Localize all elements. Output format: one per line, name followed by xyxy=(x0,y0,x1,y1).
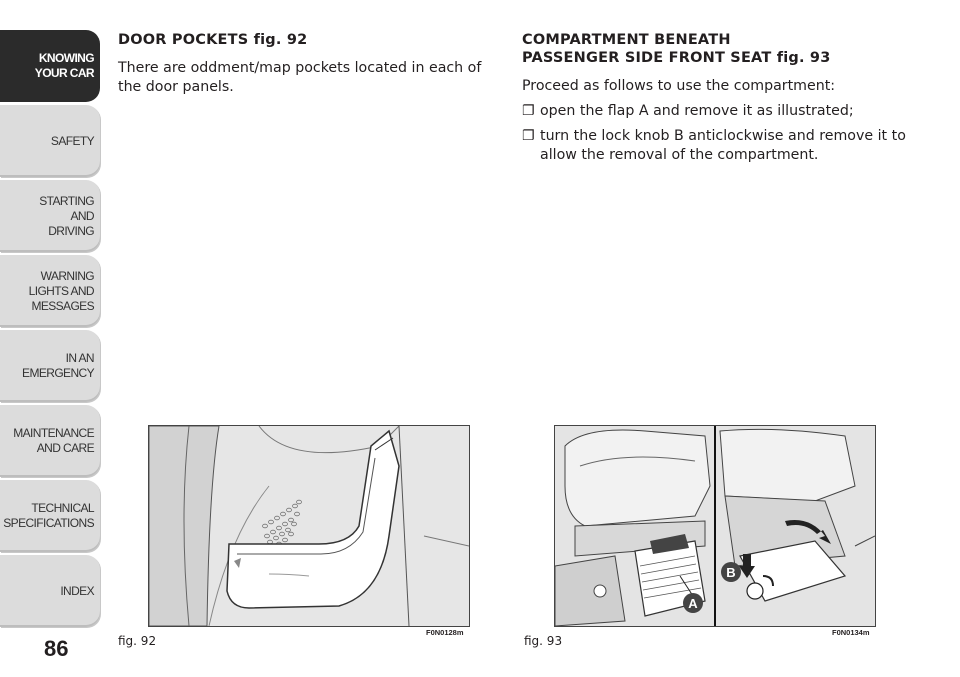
checkbox-bullet-icon: ❐ xyxy=(522,103,535,119)
figure-caption: fig. 93 xyxy=(524,634,563,648)
compartment-section xyxy=(522,31,912,165)
section-heading-line1: COMPARTMENT BENEATH xyxy=(522,32,731,48)
callout-a-icon xyxy=(683,593,703,613)
door-pocket-illustration xyxy=(149,426,469,626)
tab-label: TECHNICAL SPECIFICATIONS xyxy=(3,501,94,530)
tab-index[interactable] xyxy=(0,555,100,627)
figure-code: F0N0128m xyxy=(426,628,464,637)
callout-b-icon xyxy=(721,562,741,582)
tab-label: STARTING AND DRIVING xyxy=(39,193,94,238)
tab-maintenance[interactable] xyxy=(0,405,100,477)
figure-caption: fig. 92 xyxy=(118,634,157,648)
list-item xyxy=(522,127,912,165)
section-heading-line2: PASSENGER SIDE FRONT SEAT fig. 93 xyxy=(522,50,831,66)
seat-compartment-illustration xyxy=(555,426,875,626)
list-item-text: open the flap A and remove it as illustrated; xyxy=(540,103,854,119)
checkbox-bullet-icon: ❐ xyxy=(522,128,535,144)
door-pockets-section xyxy=(118,31,498,97)
tab-label: WARNING LIGHTS AND MESSAGES xyxy=(28,268,94,313)
list-item-text: turn the lock knob B anticlockwise and remove it to allow the removal of the compartment. xyxy=(540,128,906,163)
tab-label: KNOWING YOUR CAR xyxy=(34,51,94,80)
figure-code: F0N0134m xyxy=(832,628,870,637)
section-intro: Proceed as follows to use the compartment: xyxy=(522,78,836,94)
figure-93-seat-compartment xyxy=(554,425,876,627)
tab-label: IN AN EMERGENCY xyxy=(22,351,94,380)
section-heading: DOOR POCKETS fig. 92 xyxy=(118,32,308,48)
figure-92-door-pocket xyxy=(148,425,470,627)
tab-in-an-emergency[interactable] xyxy=(0,330,100,402)
tab-label: MAINTENANCE AND CARE xyxy=(13,426,94,455)
tab-knowing-your-car[interactable] xyxy=(0,30,100,102)
tab-warning-lights[interactable] xyxy=(0,255,100,327)
callout-b-label: B xyxy=(726,565,736,580)
section-body: There are oddment/map pockets located in each of the door panels. xyxy=(118,60,482,95)
page-number: 86 xyxy=(44,636,69,661)
list-item xyxy=(522,102,912,121)
tab-label: SAFETY xyxy=(50,133,94,148)
callout-a-label: A xyxy=(688,596,698,611)
tab-safety[interactable] xyxy=(0,105,100,177)
tab-technical-specifications[interactable] xyxy=(0,480,100,552)
tab-label: INDEX xyxy=(60,583,94,598)
tab-starting-and-driving[interactable] xyxy=(0,180,100,252)
